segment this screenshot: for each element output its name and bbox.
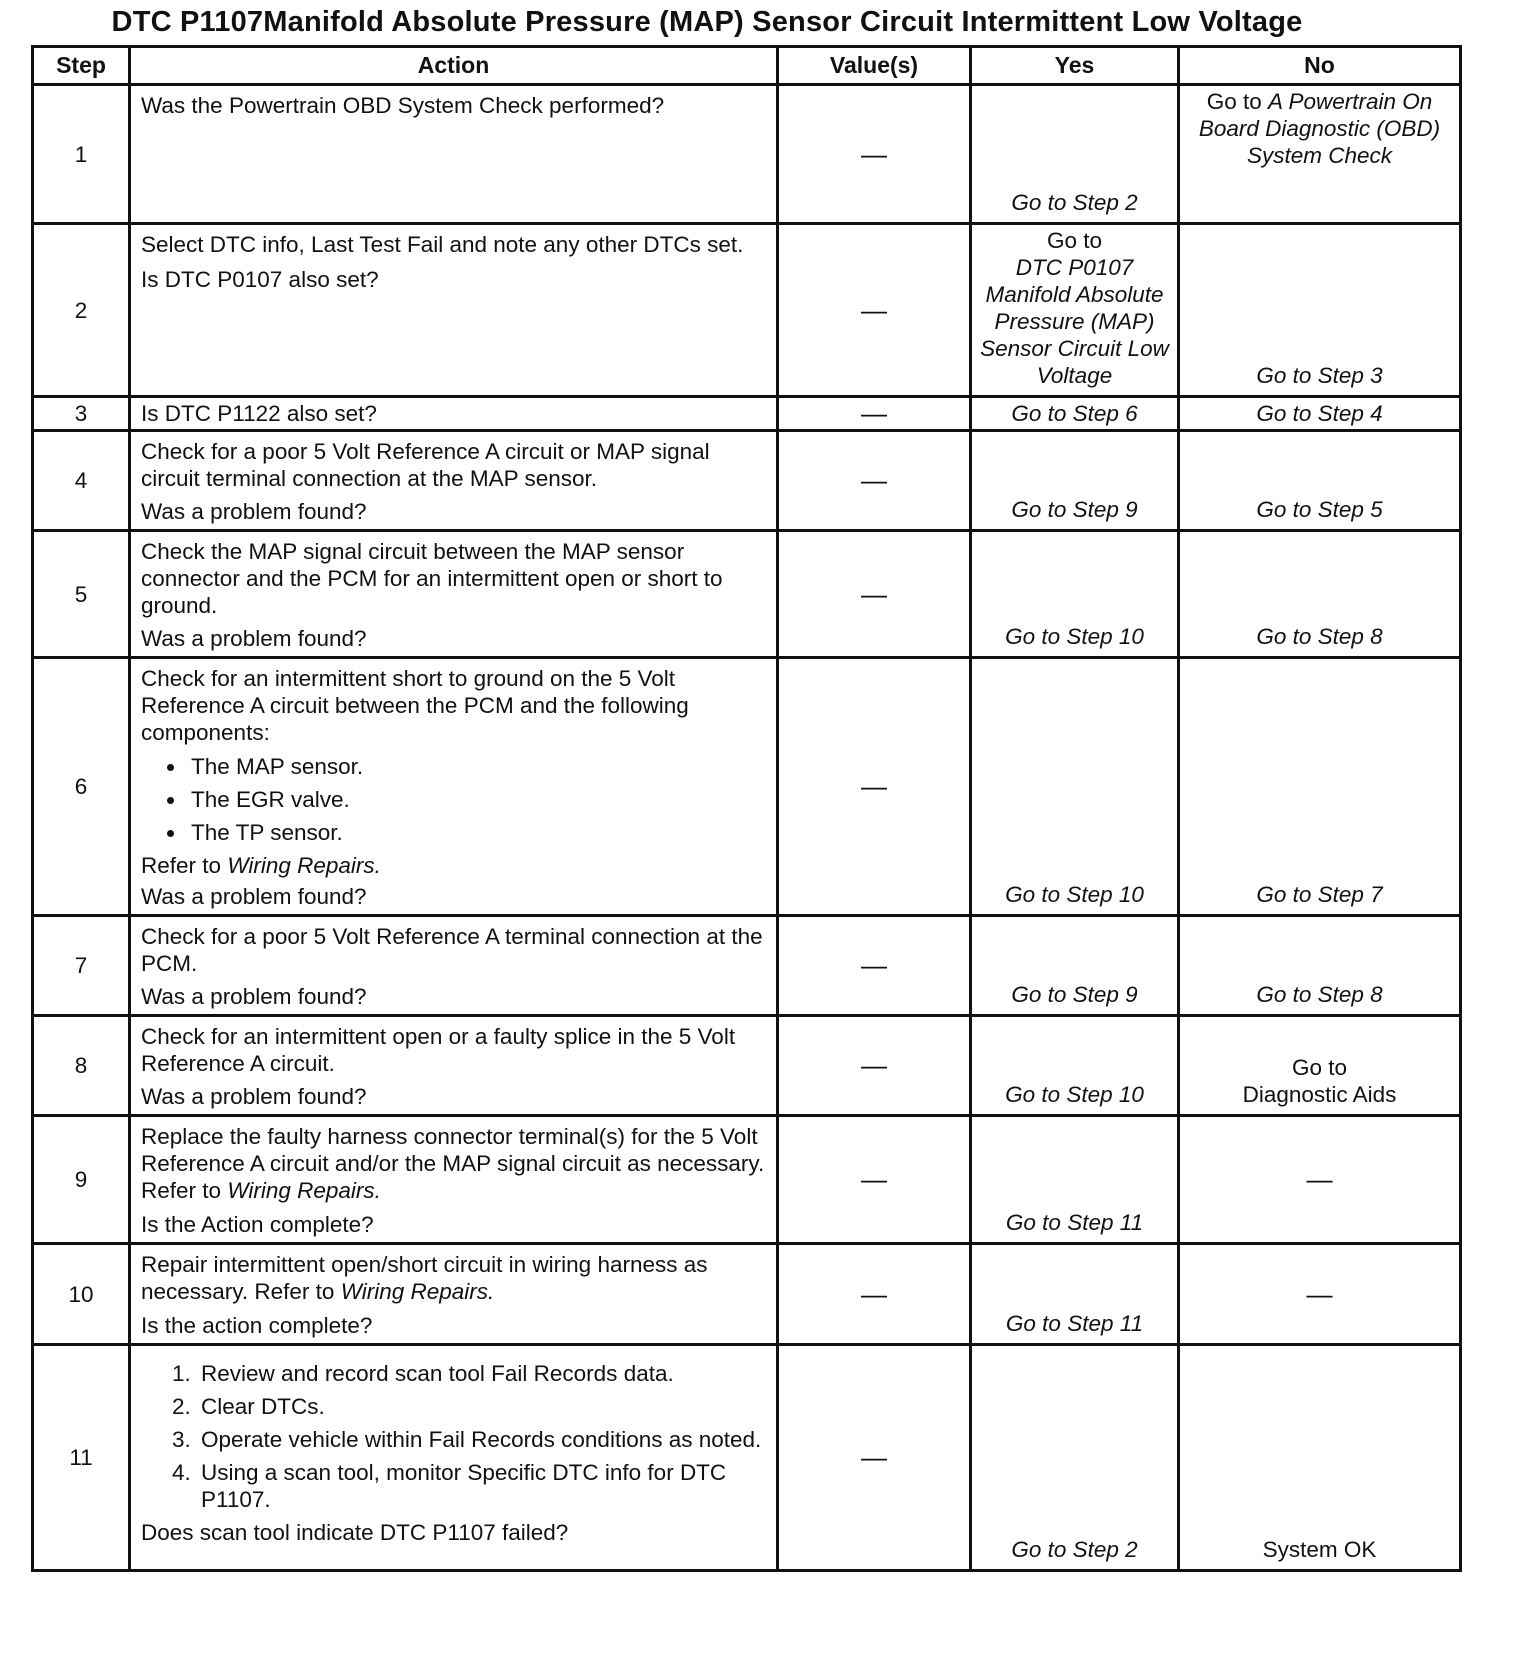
value-cell: —	[778, 531, 971, 658]
yes-cell	[971, 916, 1179, 1016]
action-cell	[130, 531, 778, 658]
action-cell	[130, 224, 778, 397]
yes-cell	[971, 431, 1179, 531]
table-header-row	[33, 47, 1461, 85]
action-question: Is DTC P0107 also set?	[141, 267, 379, 292]
table-row	[33, 1244, 1461, 1345]
step-number: 9	[33, 1116, 130, 1244]
action-text: Check for a poor 5 Volt Reference A circuit or MAP signal circuit terminal connection at the MAP sensor.	[141, 439, 710, 491]
yes-link[interactable]: Go to Step 10	[1005, 1082, 1144, 1107]
procedure-list	[141, 1360, 766, 1513]
step-number: 2	[33, 224, 130, 397]
action-text: Check for an intermittent short to ground on the 5 Volt Reference A circuit between the PCM and the following components:	[141, 666, 689, 745]
table-row	[33, 1116, 1461, 1244]
yes-link[interactable]: Go to Step 11	[1005, 1311, 1144, 1336]
header-step: Step	[33, 47, 130, 85]
yes-link[interactable]: Go to Step 9	[1011, 982, 1138, 1007]
action-text: Check for a poor 5 Volt Reference A terminal connection at the PCM.	[141, 924, 763, 976]
step-number: 6	[33, 658, 130, 916]
action-question: Was a problem found?	[141, 884, 367, 909]
diagnostic-table	[31, 45, 1462, 1572]
action-cell	[130, 916, 778, 1016]
action-question: Is the action complete?	[141, 1313, 373, 1338]
table-row	[33, 916, 1461, 1016]
action-text-main: Repair intermittent open/short circuit in wiring harness as necessary. Refer to	[141, 1252, 708, 1304]
wiring-repairs-link[interactable]: Wiring Repairs.	[227, 1178, 381, 1203]
no-link[interactable]: Go to Step 8	[1256, 982, 1383, 1007]
yes-link[interactable]: Go to Step 6	[1011, 401, 1138, 426]
action-text: Check the MAP signal circuit between the MAP sensor connector and the PCM for an intermittent open or short to ground.	[141, 539, 723, 618]
table-row	[33, 85, 1461, 224]
step-number: 7	[33, 916, 130, 1016]
no-cell	[1179, 85, 1461, 224]
page-title: DTC P1107Manifold Absolute Pressure (MAP) Sensor Circuit Intermittent Low Voltage	[111, 6, 1303, 38]
no-link[interactable]: Go to Step 5	[1256, 497, 1383, 522]
no-link[interactable]: Go to Step 7	[1256, 882, 1383, 907]
refer-line	[141, 852, 766, 879]
no-link[interactable]: Go to Step 8	[1256, 624, 1383, 649]
value-cell: —	[778, 224, 971, 397]
yes-link[interactable]: Go to Step 10	[1005, 882, 1144, 907]
header-yes: Yes	[971, 47, 1179, 85]
wiring-repairs-link[interactable]: Wiring Repairs.	[227, 853, 381, 878]
table-row	[33, 658, 1461, 916]
no-prefix: Go to	[1291, 1055, 1348, 1080]
action-question: Does scan tool indicate DTC P1107 failed?	[141, 1520, 569, 1545]
value-cell: —	[778, 397, 971, 431]
list-item: 2. Clear DTCs.	[197, 1393, 766, 1420]
list-item: 3. Operate vehicle within Fail Records conditions as noted.	[197, 1426, 766, 1453]
no-cell	[1179, 397, 1461, 431]
header-no: No	[1179, 47, 1461, 85]
action-cell	[130, 658, 778, 916]
yes-cell	[971, 224, 1179, 397]
component-list	[141, 753, 766, 846]
header-values: Value(s)	[778, 47, 971, 85]
value-cell: —	[778, 431, 971, 531]
list-item: 4. Using a scan tool, monitor Specific DTC info for DTC P1107.	[197, 1459, 766, 1513]
action-text: Check for an intermittent open or a faulty splice in the 5 Volt Reference A circuit.	[141, 1024, 736, 1076]
yes-link[interactable]: Go to Step 9	[1011, 497, 1138, 522]
yes-cell	[971, 531, 1179, 658]
no-cell	[1179, 658, 1461, 916]
list-item: • The MAP sensor.	[187, 753, 766, 780]
action-cell	[130, 1116, 778, 1244]
action-cell	[130, 1016, 778, 1116]
action-cell	[130, 1244, 778, 1345]
yes-prefix: Go to	[1046, 228, 1103, 253]
table-row	[33, 531, 1461, 658]
yes-cell	[971, 85, 1179, 224]
action-question: Was a problem found?	[141, 1084, 367, 1109]
yes-link[interactable]: Go to Step 2	[1011, 190, 1138, 215]
action-question: Is DTC P1122 also set?	[141, 401, 377, 426]
step-number: 10	[33, 1244, 130, 1345]
wiring-repairs-link[interactable]: Wiring Repairs.	[340, 1279, 495, 1304]
value-cell: —	[778, 1345, 971, 1571]
table-row	[33, 1345, 1461, 1571]
action-question: Was a problem found?	[141, 626, 367, 651]
list-item: 1. Review and record scan tool Fail Records data.	[197, 1360, 766, 1387]
action-text: Select DTC info, Last Test Fail and note any other DTCs set.	[141, 232, 744, 257]
no-cell	[1179, 1016, 1461, 1116]
diagnostic-aids-link[interactable]: Diagnostic Aids	[1242, 1082, 1397, 1107]
step-number: 8	[33, 1016, 130, 1116]
yes-cell	[971, 397, 1179, 431]
action-cell	[130, 1345, 778, 1571]
yes-cell	[971, 1345, 1179, 1571]
action-text	[141, 1251, 766, 1305]
value-cell: —	[778, 916, 971, 1016]
action-text	[141, 1123, 766, 1204]
action-text: Was the Powertrain OBD System Check performed?	[141, 93, 665, 118]
step-number: 3	[33, 397, 130, 431]
step-number: 11	[33, 1345, 130, 1571]
step-number: 4	[33, 431, 130, 531]
yes-link[interactable]: DTC P0107 Manifold Absolute Pressure (MAP) Sensor Circuit Low Voltage	[980, 255, 1169, 388]
action-cell	[130, 85, 778, 224]
value-cell: —	[778, 1116, 971, 1244]
action-text-main: Replace the faulty harness connector terminal(s) for the 5 Volt Reference A circuit and/or the MAP signal circuit as necessary. Refer to	[141, 1124, 765, 1203]
list-item: • The TP sensor.	[187, 819, 766, 846]
table-row	[33, 397, 1461, 431]
header-action: Action	[130, 47, 778, 85]
value-cell: —	[778, 1016, 971, 1116]
no-cell: —	[1179, 1116, 1461, 1244]
step-number: 1	[33, 85, 130, 224]
value-cell: —	[778, 658, 971, 916]
step-number: 5	[33, 531, 130, 658]
no-cell	[1179, 431, 1461, 531]
no-prefix: Go to	[1206, 89, 1262, 114]
no-link[interactable]: A Powertrain On Board Diagnostic (OBD) System Check	[1198, 89, 1441, 168]
yes-link[interactable]: Go to Step 2	[1011, 1537, 1138, 1562]
yes-link[interactable]: Go to Step 11	[1005, 1210, 1144, 1235]
table-row	[33, 224, 1461, 397]
no-cell	[1179, 224, 1461, 397]
list-item: • The EGR valve.	[187, 786, 766, 813]
yes-cell	[971, 1244, 1179, 1345]
no-cell	[1179, 1345, 1461, 1571]
yes-link[interactable]: Go to Step 10	[1005, 624, 1144, 649]
action-question: Was a problem found?	[141, 984, 367, 1009]
yes-cell	[971, 1116, 1179, 1244]
value-cell: —	[778, 1244, 971, 1345]
value-cell: —	[778, 85, 971, 224]
action-question: Is the Action complete?	[141, 1212, 374, 1237]
no-link[interactable]: Go to Step 3	[1256, 363, 1383, 388]
table-row	[33, 1016, 1461, 1116]
action-cell	[130, 397, 778, 431]
refer-prefix: Refer to	[141, 853, 222, 878]
action-cell	[130, 431, 778, 531]
yes-cell	[971, 1016, 1179, 1116]
no-cell: —	[1179, 1244, 1461, 1345]
action-question: Was a problem found?	[141, 499, 367, 524]
yes-cell	[971, 658, 1179, 916]
no-cell	[1179, 916, 1461, 1016]
no-cell	[1179, 531, 1461, 658]
no-link[interactable]: Go to Step 4	[1256, 401, 1383, 426]
table-row	[33, 431, 1461, 531]
system-ok-text: System OK	[1262, 1537, 1377, 1562]
